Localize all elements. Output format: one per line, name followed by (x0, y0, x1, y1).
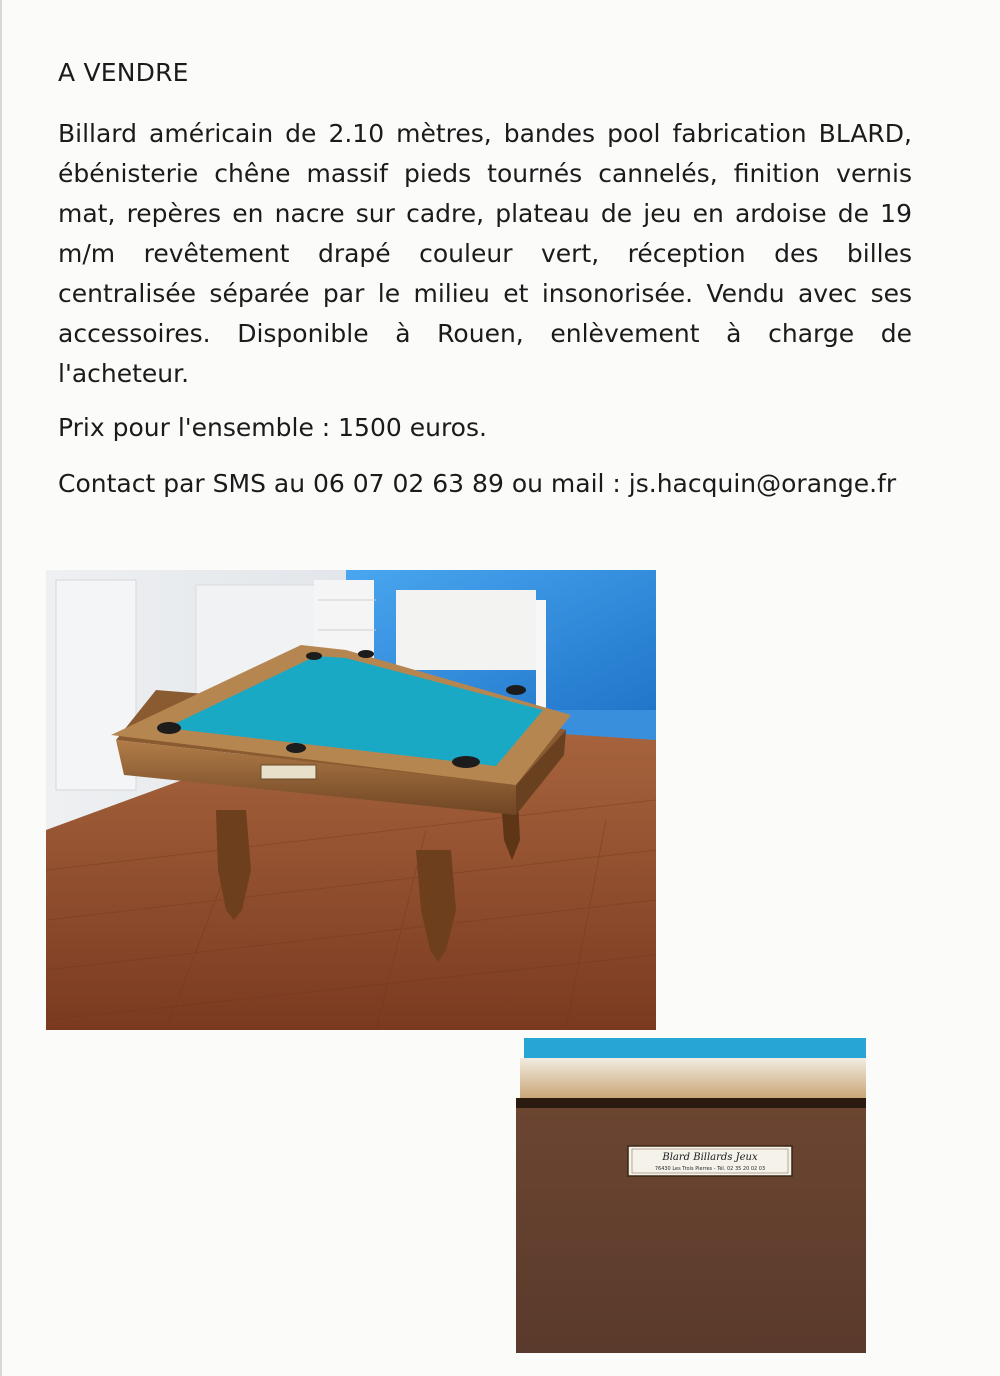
contact-prefix: Contact par SMS au (58, 469, 306, 498)
price-line: Prix pour l'ensemble : 1500 euros. (58, 413, 487, 442)
plaque-brand: Blard Billards Jeux (662, 1152, 758, 1163)
contact-joiner: ou mail : (511, 469, 621, 498)
plaque-address: 76430 Les Trois Pierres - Tél. 02 35 20 02 03 (654, 1166, 766, 1172)
pool-table-photo (46, 570, 656, 1030)
contact-phone: 06 07 02 63 89 (313, 469, 504, 498)
contact-line (58, 464, 912, 504)
plaque-detail-photo (516, 1028, 866, 1358)
page-title: A VENDRE (58, 58, 189, 87)
contact-email: js.hacquin@orange.fr (628, 469, 897, 498)
description-paragraph: Billard américain de 2.10 mètres, bandes pool fabrication BLARD, ébénisterie chêne massif pieds tournés cannelés, finition vernis mat, repères en nacre sur cadre, plateau de jeu en ardoise de 19 m/m revêtement drapé couleur vert, réception des billes centralisée séparée par le milieu et insonorisée. Vendu avec ses accessoires. Disponible à Rouen, enlèvement à charge de l'acheteur. (58, 119, 912, 388)
